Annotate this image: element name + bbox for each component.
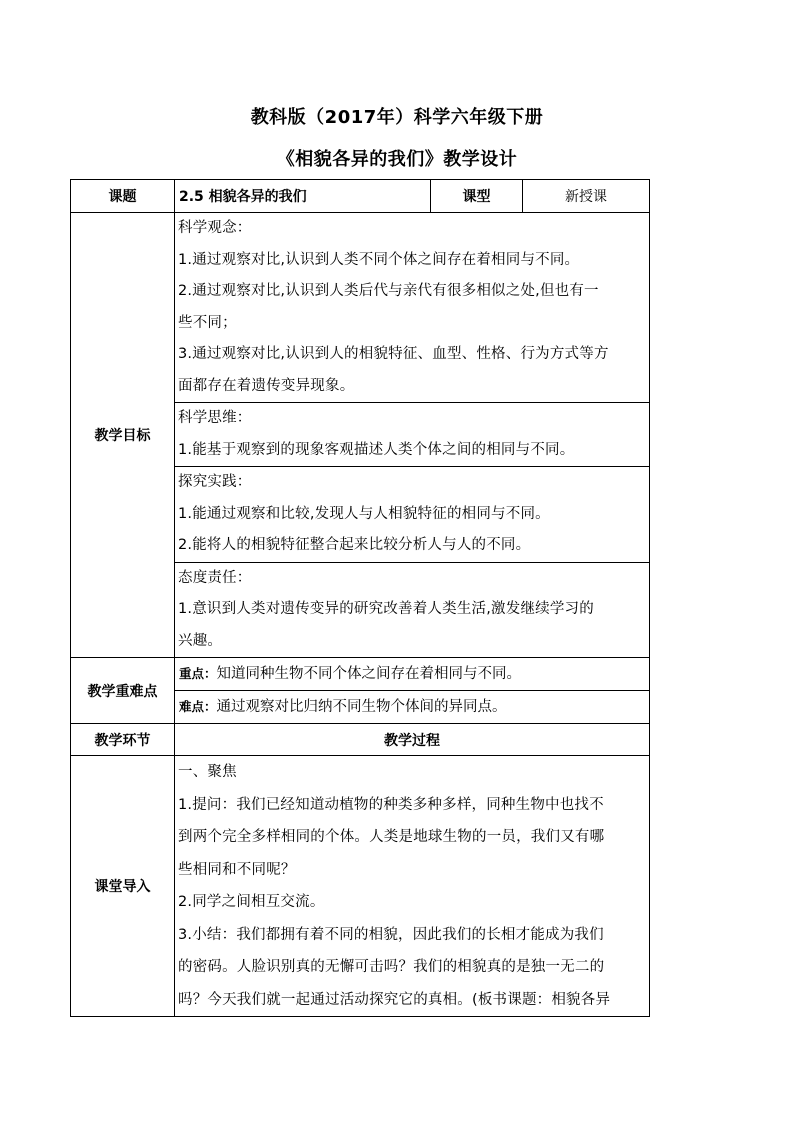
objective-line: 1.能通过观察和比较,发现人与人相貌特征的相同与不同。 bbox=[178, 505, 550, 522]
key-points-row bbox=[71, 658, 650, 724]
intro-line: 3.小结：我们都拥有着不同的相貌，因此我们的长相才能成为我们 bbox=[178, 926, 604, 943]
objective-heading: 科学观念： bbox=[178, 220, 252, 236]
objectives-content bbox=[175, 213, 650, 658]
info-row bbox=[71, 180, 650, 213]
key-points-content bbox=[175, 658, 650, 724]
key-point-text: 知道同种生物不同个体之间存在着相同与不同。 bbox=[216, 666, 522, 682]
objective-line: 2.通过观察对比,认识到人类后代与亲代有很多相似之处,但也有一 bbox=[178, 283, 599, 299]
intro-line: 2.同学之间相互交流。 bbox=[178, 894, 325, 910]
topic-value: 2.5 相貌各异的我们 bbox=[175, 180, 431, 213]
objective-line: 3.通过观察对比,认识到人的相貌特征、血型、性格、行为方式等方 bbox=[178, 346, 609, 362]
difficult-point-text: 通过观察对比归纳不同生物个体间的异同点。 bbox=[216, 699, 507, 715]
objective-heading: 科学思维： bbox=[178, 410, 252, 426]
intro-line: 些相同和不同呢？ bbox=[178, 861, 296, 878]
objectives-row bbox=[71, 213, 650, 658]
objective-line: 2.能将人的相貌特征整合起来比较分析人与人的不同。 bbox=[178, 537, 531, 553]
objective-line: 些不同； bbox=[178, 314, 237, 331]
intro-row bbox=[71, 756, 650, 1017]
type-value: 新授课 bbox=[523, 180, 650, 213]
document-subtitle: 《相貌各异的我们》教学设计 bbox=[276, 149, 518, 170]
intro-content bbox=[175, 756, 650, 1017]
objective-line: 1.通过观察对比,认识到人类不同个体之间存在着相同与不同。 bbox=[178, 251, 580, 268]
intro-line: 1.提问：我们已经知道动植物的种类多种多样，同种生物中也找不 bbox=[178, 796, 604, 813]
intro-line: 吗？今天我们就一起通过活动探究它的真相。(板书课题：相貌各异 bbox=[178, 991, 611, 1008]
objective-section bbox=[175, 403, 649, 467]
objective-section bbox=[175, 467, 649, 563]
document-title: 教科版（2017年）科学六年级下册 bbox=[250, 107, 544, 128]
objective-section bbox=[175, 563, 649, 658]
key-points-label: 教学重难点 bbox=[71, 658, 175, 724]
objective-line: 兴趣。 bbox=[178, 632, 223, 649]
intro-line: 一、聚焦 bbox=[178, 764, 237, 780]
process-header-row bbox=[71, 724, 650, 756]
objective-heading: 探究实践： bbox=[178, 474, 252, 490]
intro-line: 到两个完全多样相同的个体。人类是地球生物的一员，我们又有哪 bbox=[178, 829, 605, 845]
topic-label: 课题 bbox=[71, 180, 175, 213]
objective-line: 1.能基于观察到的现象客观描述人类个体之间的相同与不同。 bbox=[178, 441, 575, 458]
difficult-point-prefix: 难点： bbox=[179, 699, 217, 714]
type-label: 课型 bbox=[431, 180, 523, 213]
stage-label: 教学环节 bbox=[71, 724, 175, 756]
objective-section bbox=[175, 213, 649, 403]
process-label: 教学过程 bbox=[175, 724, 650, 756]
key-point-prefix: 重点： bbox=[179, 666, 217, 681]
intro-line: 的密码。人脸识别真的无懈可击吗？我们的相貌真的是独一无二的 bbox=[178, 959, 605, 975]
difficult-point bbox=[175, 691, 649, 723]
objective-heading: 态度责任： bbox=[178, 569, 252, 586]
key-point bbox=[175, 658, 649, 691]
lesson-plan-table bbox=[70, 179, 650, 1017]
objective-line: 1.意识到人类对遗传变异的研究改善着人类生活,激发继续学习的 bbox=[178, 601, 594, 617]
intro-label: 课堂导入 bbox=[71, 756, 175, 1017]
objectives-label: 教学目标 bbox=[71, 213, 175, 658]
objective-line: 面都存在着遗传变异现象。 bbox=[178, 377, 355, 394]
